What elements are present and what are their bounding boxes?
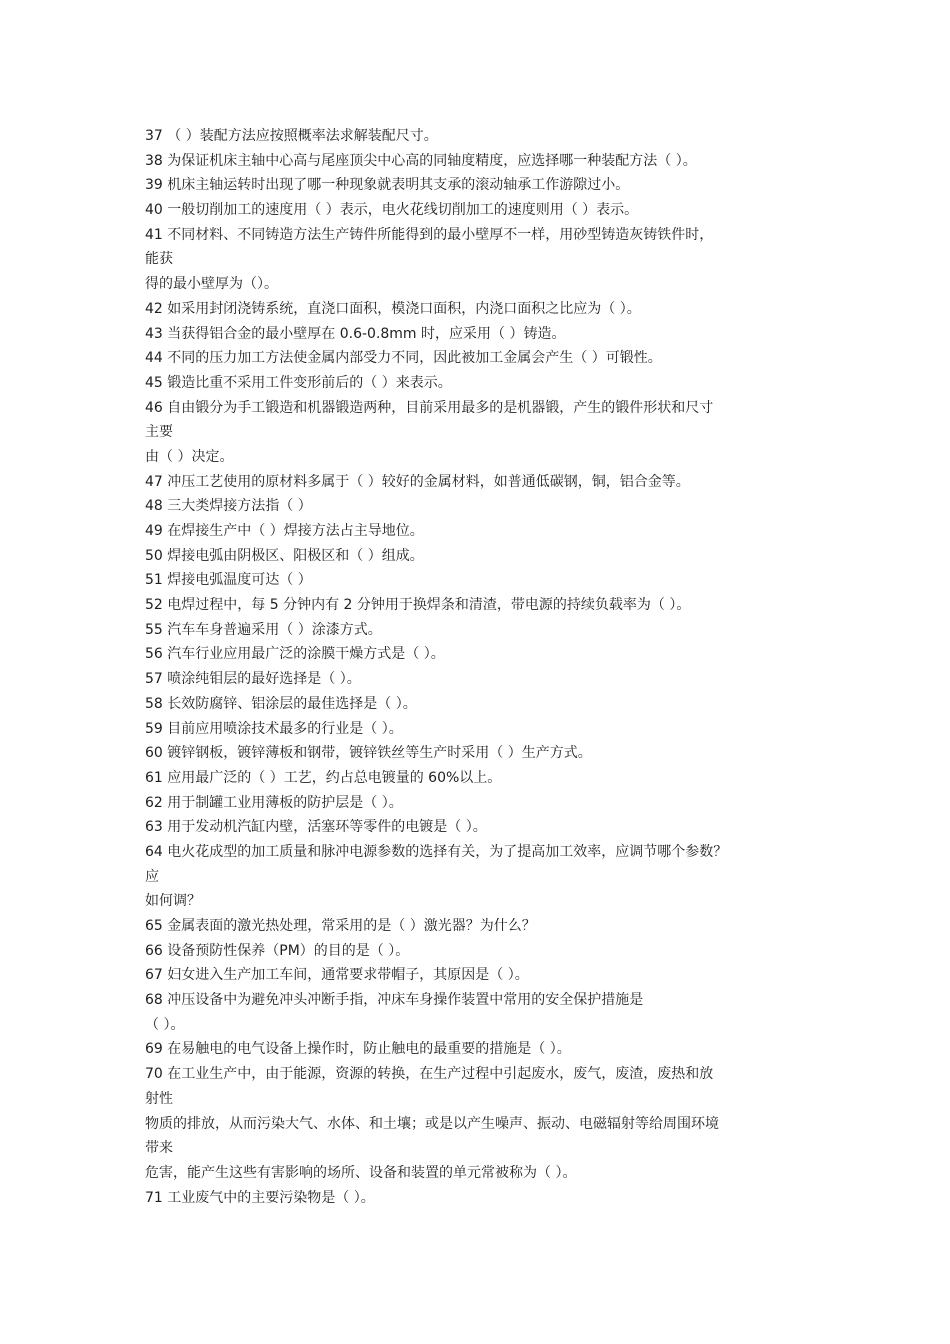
text-line: 能获: [145, 251, 173, 268]
text-line: 主要: [145, 424, 173, 441]
text-line: 51 焊接电弧温度可达（ ）: [145, 572, 312, 589]
text-line: 物质的排放，从而污染大气、水体、和土壤；或是以产生噪声、振动、电磁辐射等给周围环境: [145, 1115, 719, 1132]
text-line: 55 汽车车身普遍采用（ ）涂漆方式。: [145, 621, 382, 638]
text-line: 43 当获得铝合金的最小壁厚在 0.6-0.8mm 时，应采用（ ）铸造。: [145, 325, 566, 342]
text-line: 应: [145, 868, 159, 885]
text-line: 58 长效防腐锌、铝涂层的最佳选择是（ ）。: [145, 695, 417, 712]
text-line: 带来: [145, 1140, 173, 1157]
text-line: 49 在焊接生产中（ ）焊接方法占主导地位。: [145, 523, 424, 539]
text-line: 射性: [145, 1090, 173, 1107]
text-line: 59 目前应用喷涂技术最多的行业是（ ）。: [145, 720, 403, 737]
text-line: 68 冲压设备中为避免冲头冲断手指，冲床车身操作装置中常用的安全保护措施是: [145, 992, 644, 1009]
text-line: 64 电火花成型的加工质量和脉冲电源参数的选择有关，为了提高加工效率，应调节哪个参数？: [145, 843, 728, 860]
text-line: 41 不同材料、不同铸造方法生产铸件所能得到的最小壁厚不一样，用砂型铸造灰铸铁件时，: [145, 226, 714, 243]
text-line: 70 在工业生产中，由于能源，资源的转换，在生产过程中引起废水，废气，废渣，废热和放: [145, 1066, 714, 1083]
text-line: 63 用于发动机汽缸内壁，活塞环等零件的电镀是（ ）。: [145, 819, 487, 836]
text-line: 65 金属表面的激光热处理，常采用的是（ ）激光器？为什么？: [145, 918, 536, 934]
text-line: 52 电焊过程中，每 5 分钟内有 2 分钟用于换焊条和清渣，带电源的持续负载率为（ ）。: [145, 597, 691, 614]
text-line: 60 镀锌钢板，镀锌薄板和钢带，镀锌铁丝等生产时采用（ ）生产方式。: [145, 745, 592, 762]
text-line: 67 妇女进入生产加工车间，通常要求带帽子，其原因是（ ）。: [145, 967, 529, 984]
text-line: 62 用于制罐工业用薄板的防护层是（ ）。: [145, 794, 403, 811]
text-line: 如何调？: [145, 893, 201, 910]
text-line: 37 （ ）装配方法应按照概率法求解装配尺寸。: [145, 128, 438, 144]
text-line: 44 不同的压力加工方法使金属内部受力不同，因此被加工金属会产生（ ）可锻性。: [145, 350, 662, 367]
text-line: 71 工业废气中的主要污染物是（ ）。: [145, 1189, 375, 1206]
document-body: [145, 124, 810, 1210]
text-line: 42 如采用封闭浇铸系统，直浇口面积，模浇口面积，内浇口面积之比应为（ ）。: [145, 300, 641, 317]
text-line: 66 设备预防性保养（PM）的目的是（ ）。: [145, 942, 410, 959]
text-line: 56 汽车行业应用最广泛的涂膜干燥方式是（ ）。: [145, 646, 445, 663]
text-line: 47 冲压工艺使用的原材料多属于（ ）较好的金属材料，如普通低碳钢，铜，铝合金等。: [145, 473, 690, 490]
text-line: 50 焊接电弧由阴极区、阳极区和（ ）组成。: [145, 547, 424, 564]
text-line: 48 三大类焊接方法指（ ）: [145, 498, 312, 515]
text-line: 40 一般切削加工的速度用（ ）表示，电火花线切削加工的速度则用（ ）表示。: [145, 202, 639, 219]
text-line: 69 在易触电的电气设备上操作时，防止触电的最重要的措施是（ ）。: [145, 1041, 571, 1058]
text-line: 危害，能产生这些有害影响的场所、设备和装置的单元常被称为（ ）。: [145, 1164, 577, 1181]
text-line: 38 为保证机床主轴中心高与尾座顶尖中心高的同轴度精度，应选择哪一种装配方法（ ）。: [145, 152, 697, 169]
text-line: 得的最小壁厚为（）。: [145, 276, 278, 293]
text-line: 46 自由锻分为手工锻造和机器锻造两种，目前采用最多的是机器锻，产生的锻件形状和尺寸: [145, 399, 714, 416]
text-line: 57 喷涂纯钼层的最好选择是（ ）。: [145, 671, 361, 688]
text-line: 61 应用最广泛的（ ）工艺，约占总电镀量的 60%以上。: [145, 769, 502, 786]
text-line: （ ）。: [145, 1016, 185, 1033]
text-line: 39 机床主轴运转时出现了哪一种现象就表明其支承的滚动轴承工作游隙过小。: [145, 177, 630, 194]
text-line: 由（ ）决定。: [145, 448, 234, 465]
text-line: 45 锻造比重不采用工件变形前后的（ ）来表示。: [145, 374, 452, 391]
